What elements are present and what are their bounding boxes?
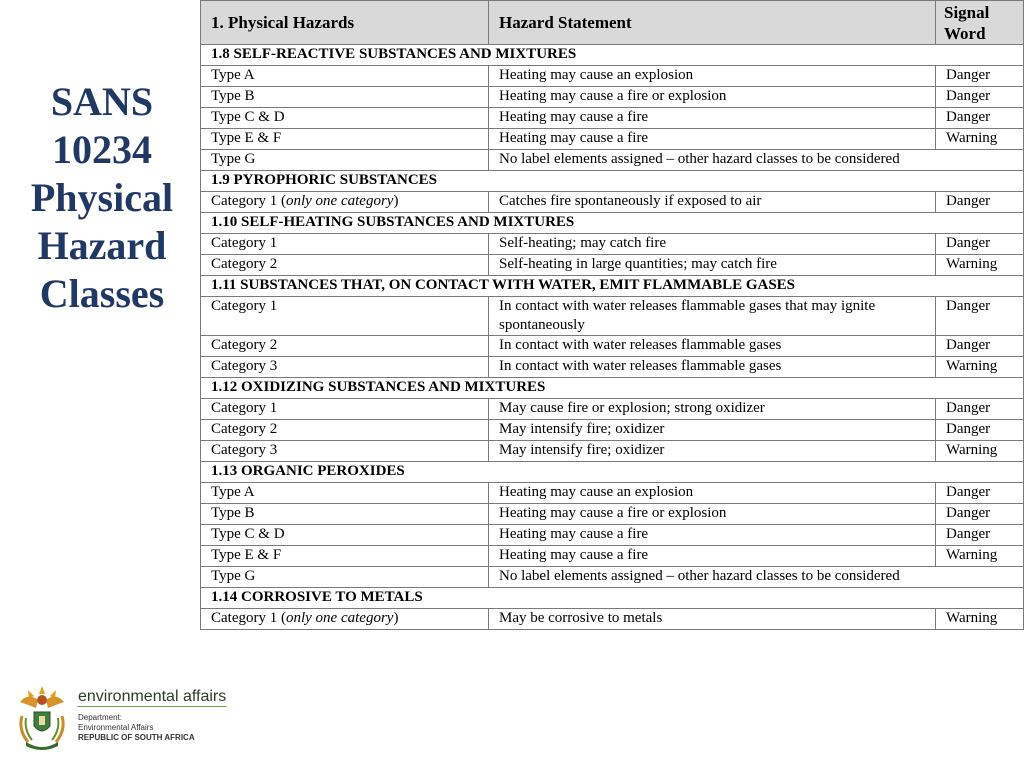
signal-word-cell: Danger: [936, 108, 1024, 129]
hazard-statement-cell: May intensify fire; oxidizer: [489, 441, 936, 462]
hazard-statement-cell: Heating may cause a fire or explosion: [489, 87, 936, 108]
table-row: [201, 609, 1024, 630]
table-row: [201, 525, 1024, 546]
table-row: [201, 504, 1024, 525]
table-body: [201, 45, 1024, 630]
section-row: [201, 276, 1024, 297]
table-row: [201, 66, 1024, 87]
table-row: [201, 234, 1024, 255]
hazard-statement-cell: In contact with water releases flammable gases that may ignite spontaneously: [489, 297, 936, 336]
dept-line-3: REPUBLIC OF SOUTH AFRICA: [78, 733, 195, 742]
table-row: [201, 483, 1024, 504]
section-heading: 1.9 PYROPHORIC SUBSTANCES: [201, 171, 1024, 192]
hazard-statement-cell: Catches fire spontaneously if exposed to air: [489, 192, 936, 213]
hazard-category-cell: Category 1: [201, 234, 489, 255]
hazard-statement-cell: Heating may cause a fire: [489, 525, 936, 546]
section-heading: 1.8 SELF-REACTIVE SUBSTANCES AND MIXTURES: [201, 45, 1024, 66]
section-row: [201, 45, 1024, 66]
section-heading: 1.12 OXIDIZING SUBSTANCES AND MIXTURES: [201, 378, 1024, 399]
hazard-category-cell: Type G: [201, 150, 489, 171]
hazard-category-cell: Type E & F: [201, 546, 489, 567]
hazard-statement-cell: May cause fire or explosion; strong oxidizer: [489, 399, 936, 420]
section-heading: 1.13 ORGANIC PEROXIDES: [201, 462, 1024, 483]
section-heading: 1.11 SUBSTANCES THAT, ON CONTACT WITH WATER, EMIT FLAMMABLE GASES: [201, 276, 1024, 297]
hazard-statement-cell: No label elements assigned – other hazard classes to be considered: [489, 567, 1024, 588]
category-label: Category 1 (: [211, 610, 286, 626]
signal-word-cell: Danger: [936, 399, 1024, 420]
signal-word-cell: Warning: [936, 255, 1024, 276]
hazard-category-cell: Category 3: [201, 441, 489, 462]
category-label: Category 1 (: [211, 193, 286, 209]
slide-title-line: Classes: [39, 271, 165, 316]
hazard-category-cell: Category 3: [201, 357, 489, 378]
hazard-category-cell: Category 2: [201, 420, 489, 441]
table-row: [201, 546, 1024, 567]
signal-word-cell: Warning: [936, 357, 1024, 378]
signal-word-cell: Danger: [936, 297, 1024, 336]
signal-word-cell: Danger: [936, 525, 1024, 546]
slide-title-line: Hazard: [37, 223, 167, 268]
hazard-category-cell: Type G: [201, 567, 489, 588]
signal-word-cell: Danger: [936, 420, 1024, 441]
section-row: [201, 171, 1024, 192]
hazard-statement-cell: Heating may cause an explosion: [489, 483, 936, 504]
hazard-statement-cell: No label elements assigned – other hazard classes to be considered: [489, 150, 1024, 171]
brand-name: environmental affairs: [78, 688, 227, 705]
hazard-table: [200, 0, 1024, 630]
signal-word-cell: Danger: [936, 336, 1024, 357]
signal-word-cell: Warning: [936, 609, 1024, 630]
table-row: [201, 399, 1024, 420]
dept-line-2: Environmental Affairs: [78, 723, 154, 732]
signal-word-cell: Warning: [936, 546, 1024, 567]
slide-title-line: 10234: [52, 127, 152, 172]
hazard-statement-cell: May be corrosive to metals: [489, 609, 936, 630]
hazard-statement-cell: Heating may cause an explosion: [489, 66, 936, 87]
section-row: [201, 378, 1024, 399]
table-row: [201, 441, 1024, 462]
header-hazard-statement: Hazard Statement: [489, 1, 936, 45]
signal-word-cell: Warning: [936, 129, 1024, 150]
hazard-statement-cell: Heating may cause a fire or explosion: [489, 504, 936, 525]
slide-title: [0, 78, 204, 318]
table-header-row: [201, 1, 1024, 45]
hazard-category-cell: Type A: [201, 483, 489, 504]
hazard-statement-cell: Heating may cause a fire: [489, 129, 936, 150]
category-note: only one category: [285, 193, 394, 209]
table-row: [201, 420, 1024, 441]
signal-word-cell: Danger: [936, 483, 1024, 504]
section-row: [201, 588, 1024, 609]
brand-divider: [77, 706, 227, 707]
table-row: [201, 255, 1024, 276]
hazard-category-cell: [201, 609, 489, 630]
hazard-statement-cell: In contact with water releases flammable gases: [489, 357, 936, 378]
category-note: only one category: [285, 610, 394, 626]
hazard-statement-cell: May intensify fire; oxidizer: [489, 420, 936, 441]
department-text: [78, 713, 195, 743]
category-note-close: ): [393, 193, 399, 209]
hazard-category-cell: Type B: [201, 87, 489, 108]
hazard-category-cell: Type B: [201, 504, 489, 525]
hazard-statement-cell: Heating may cause a fire: [489, 546, 936, 567]
hazard-category-cell: [201, 192, 489, 213]
table-row: [201, 87, 1024, 108]
section-row: [201, 462, 1024, 483]
signal-word-cell: Danger: [936, 234, 1024, 255]
slide-title-line: SANS: [50, 79, 154, 124]
hazard-category-cell: Type E & F: [201, 129, 489, 150]
hazard-statement-cell: Self-heating; may catch fire: [489, 234, 936, 255]
hazard-category-cell: Category 2: [201, 336, 489, 357]
signal-word-cell: Danger: [936, 504, 1024, 525]
table-row: [201, 336, 1024, 357]
header-physical-hazards: 1. Physical Hazards: [201, 1, 489, 45]
department-logo: [14, 682, 227, 754]
table-row: [201, 567, 1024, 588]
hazard-category-cell: Type A: [201, 66, 489, 87]
signal-word-cell: Danger: [936, 87, 1024, 108]
table-row: [201, 129, 1024, 150]
hazard-category-cell: Category 1: [201, 297, 489, 336]
hazard-category-cell: Type C & D: [201, 525, 489, 546]
category-note-close: ): [393, 610, 399, 626]
signal-word-cell: Danger: [936, 192, 1024, 213]
section-row: [201, 213, 1024, 234]
hazard-statement-cell: Self-heating in large quantities; may catch fire: [489, 255, 936, 276]
dept-line-1: Department:: [78, 713, 123, 722]
table-row: [201, 297, 1024, 336]
table-row: [201, 150, 1024, 171]
section-heading: 1.14 CORROSIVE TO METALS: [201, 588, 1024, 609]
signal-word-cell: Warning: [936, 441, 1024, 462]
signal-word-cell: Danger: [936, 66, 1024, 87]
table-row: [201, 192, 1024, 213]
south-africa-coat-of-arms-icon: [14, 682, 70, 752]
table-row: [201, 357, 1024, 378]
hazard-statement-cell: Heating may cause a fire: [489, 108, 936, 129]
section-heading: 1.10 SELF-HEATING SUBSTANCES AND MIXTURES: [201, 213, 1024, 234]
slide-title-line: Physical: [30, 175, 174, 220]
hazard-category-cell: Type C & D: [201, 108, 489, 129]
table-row: [201, 108, 1024, 129]
hazard-category-cell: Category 2: [201, 255, 489, 276]
hazard-statement-cell: In contact with water releases flammable gases: [489, 336, 936, 357]
header-signal-word: Signal Word: [936, 1, 1024, 45]
hazard-category-cell: Category 1: [201, 399, 489, 420]
